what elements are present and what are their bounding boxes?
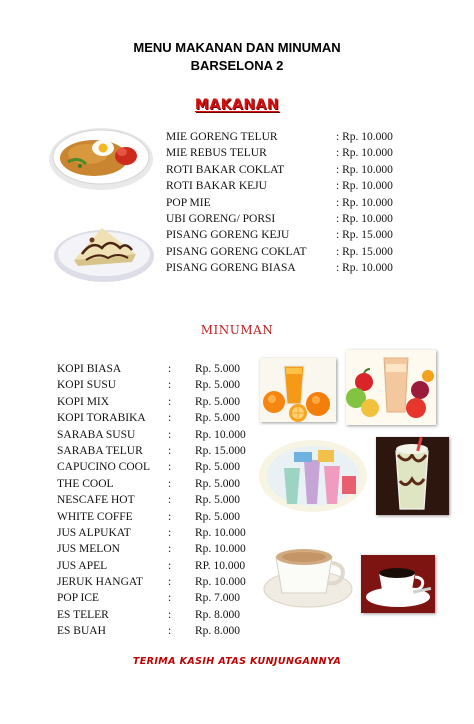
drink-item-colon: : [168,543,172,556]
drink-item [57,607,257,623]
thank-you-footer: TERIMA KASIH ATAS KUNJUNGANNYA [132,656,342,667]
food-item [166,227,466,243]
drink-item [57,509,257,525]
drink-item-name: SARABA SUSU [57,428,136,441]
drink-item-colon: : [168,477,172,490]
food-item [166,260,466,276]
drink-item-colon: : [168,461,172,474]
food-item-price: : Rp. 10.000 [336,163,393,176]
drink-item-colon: : [168,379,172,392]
food-item [166,178,466,194]
minuman-heading: MINUMAN [200,323,274,337]
drink-item-price: Rp. 5.000 [195,379,241,392]
menu-title-line1: MENU MAKANAN DAN MINUMAN [133,40,341,55]
food-item-name: PISANG GORENG BIASA [166,262,296,275]
drink-item-colon: : [168,625,172,638]
drink-item [57,459,257,475]
drink-item-colon: : [168,576,172,589]
drink-item-price: Rp. 10.000 [195,576,246,589]
drink-item-price: Rp. 5.000 [195,494,241,507]
food-item [166,129,466,145]
drink-item [57,394,257,410]
food-item-price: : Rp. 10.000 [336,262,393,275]
fried-rice-plate-icon [48,122,154,192]
drink-item-colon: : [168,363,172,375]
black-coffee-cup-icon [361,555,435,613]
food-item-name: ROTI BAKAR COKLAT [166,163,285,176]
food-item [166,145,466,161]
drink-item [57,525,257,541]
drink-item-name: POP ICE [57,592,100,605]
drink-item-price: Rp. 5.000 [195,395,241,408]
drink-item-price: Rp. 10.000 [195,543,246,556]
drink-item-name: JUS APEL [57,559,108,572]
drink-item-name: ES BUAH [57,625,106,638]
drink-item [57,410,257,426]
food-item-price: : Rp. 15.000 [336,245,393,258]
drink-item [57,590,257,606]
makanan-heading: MAKANAN [194,97,280,113]
drink-item-price: RP. 10.000 [195,559,246,572]
drink-item-colon: : [168,444,172,457]
drink-item [57,361,257,377]
food-item [166,244,466,260]
drink-item-colon: : [168,526,172,539]
drink-item-price: Rp. 5.000 [195,477,241,490]
milk-coffee-cup-icon [262,543,354,609]
food-item-name: MIE REBUS TELUR [166,147,267,160]
food-item-name: PISANG GORENG KEJU [166,229,290,242]
food-item [166,195,466,211]
drink-item [57,558,257,574]
food-item [166,162,466,178]
food-item-price: : Rp. 10.000 [336,147,393,160]
drink-item-colon: : [168,412,172,425]
drink-item-name: SARABA TELUR [57,444,143,457]
drink-item-name: ES TELER [57,608,109,621]
food-item-name: POP MIE [166,196,211,209]
orange-juice-icon [260,358,336,422]
drink-item [57,492,257,508]
food-item-price: : Rp. 10.000 [336,196,393,209]
drink-item [57,541,257,557]
drink-item-colon: : [168,510,172,523]
menu-title-line2: BARSELONA 2 [190,58,284,73]
drink-item-name: THE COOL [57,477,114,490]
drink-item-colon: : [168,395,172,408]
drink-item-name: JUS MELON [57,543,120,556]
food-item-price: : Rp. 15.000 [336,229,393,242]
drink-item-price: Rp. 8.000 [195,608,241,621]
drink-item-colon: : [168,428,172,441]
drink-menu-list [57,361,257,640]
drink-item-price: Rp. 5.000 [195,363,241,375]
fruit-smoothie-icon [346,350,436,425]
drink-item-name: CAPUCINO COOL [57,461,150,474]
drink-item-name: KOPI BIASA [57,363,122,375]
food-item-name: MIE GORENG TELUR [166,131,278,143]
pop-ice-drinks-icon [258,438,368,514]
drink-item-price: Rp. 10.000 [195,428,246,441]
drink-item-price: Rp. 5.000 [195,510,241,523]
drink-item [57,476,257,492]
drink-item-price: Rp. 10.000 [195,526,246,539]
drink-item-colon: : [168,494,172,507]
drink-item [57,574,257,590]
drink-item-name: JERUK HANGAT [57,576,143,589]
food-item-name: UBI GORENG/ PORSI [166,212,276,225]
drink-item-name: KOPI SUSU [57,379,117,392]
food-item-name: PISANG GORENG COKLAT [166,245,307,258]
drink-item-price: Rp. 15.000 [195,444,246,457]
drink-item [57,623,257,639]
food-item-price: : Rp. 10.000 [336,180,393,193]
food-menu-list [166,129,466,277]
food-item-name: ROTI BAKAR KEJU [166,180,267,193]
chocolate-milkshake-icon [376,437,449,515]
food-item-price: : Rp. 10.000 [336,212,393,225]
drink-item-name: WHITE COFFE [57,510,133,523]
drink-item-price: Rp. 8.000 [195,625,241,638]
food-item-price: : Rp. 10.000 [336,131,393,143]
crepe-dessert-icon [52,218,156,286]
drink-item [57,443,257,459]
drink-item-name: KOPI TORABIKA [57,412,146,425]
food-item [166,211,466,227]
drink-item [57,427,257,443]
drink-item-price: Rp. 7.000 [195,592,241,605]
drink-item [57,377,257,393]
drink-item-name: JUS ALPUKAT [57,526,131,539]
drink-item-colon: : [168,592,172,605]
drink-item-colon: : [168,559,172,572]
drink-item-name: KOPI MIX [57,395,110,408]
drink-item-price: Rp. 5.000 [195,461,241,474]
drink-item-price: Rp. 5.000 [195,412,241,425]
drink-item-name: NESCAFE HOT [57,494,135,507]
drink-item-colon: : [168,608,172,621]
